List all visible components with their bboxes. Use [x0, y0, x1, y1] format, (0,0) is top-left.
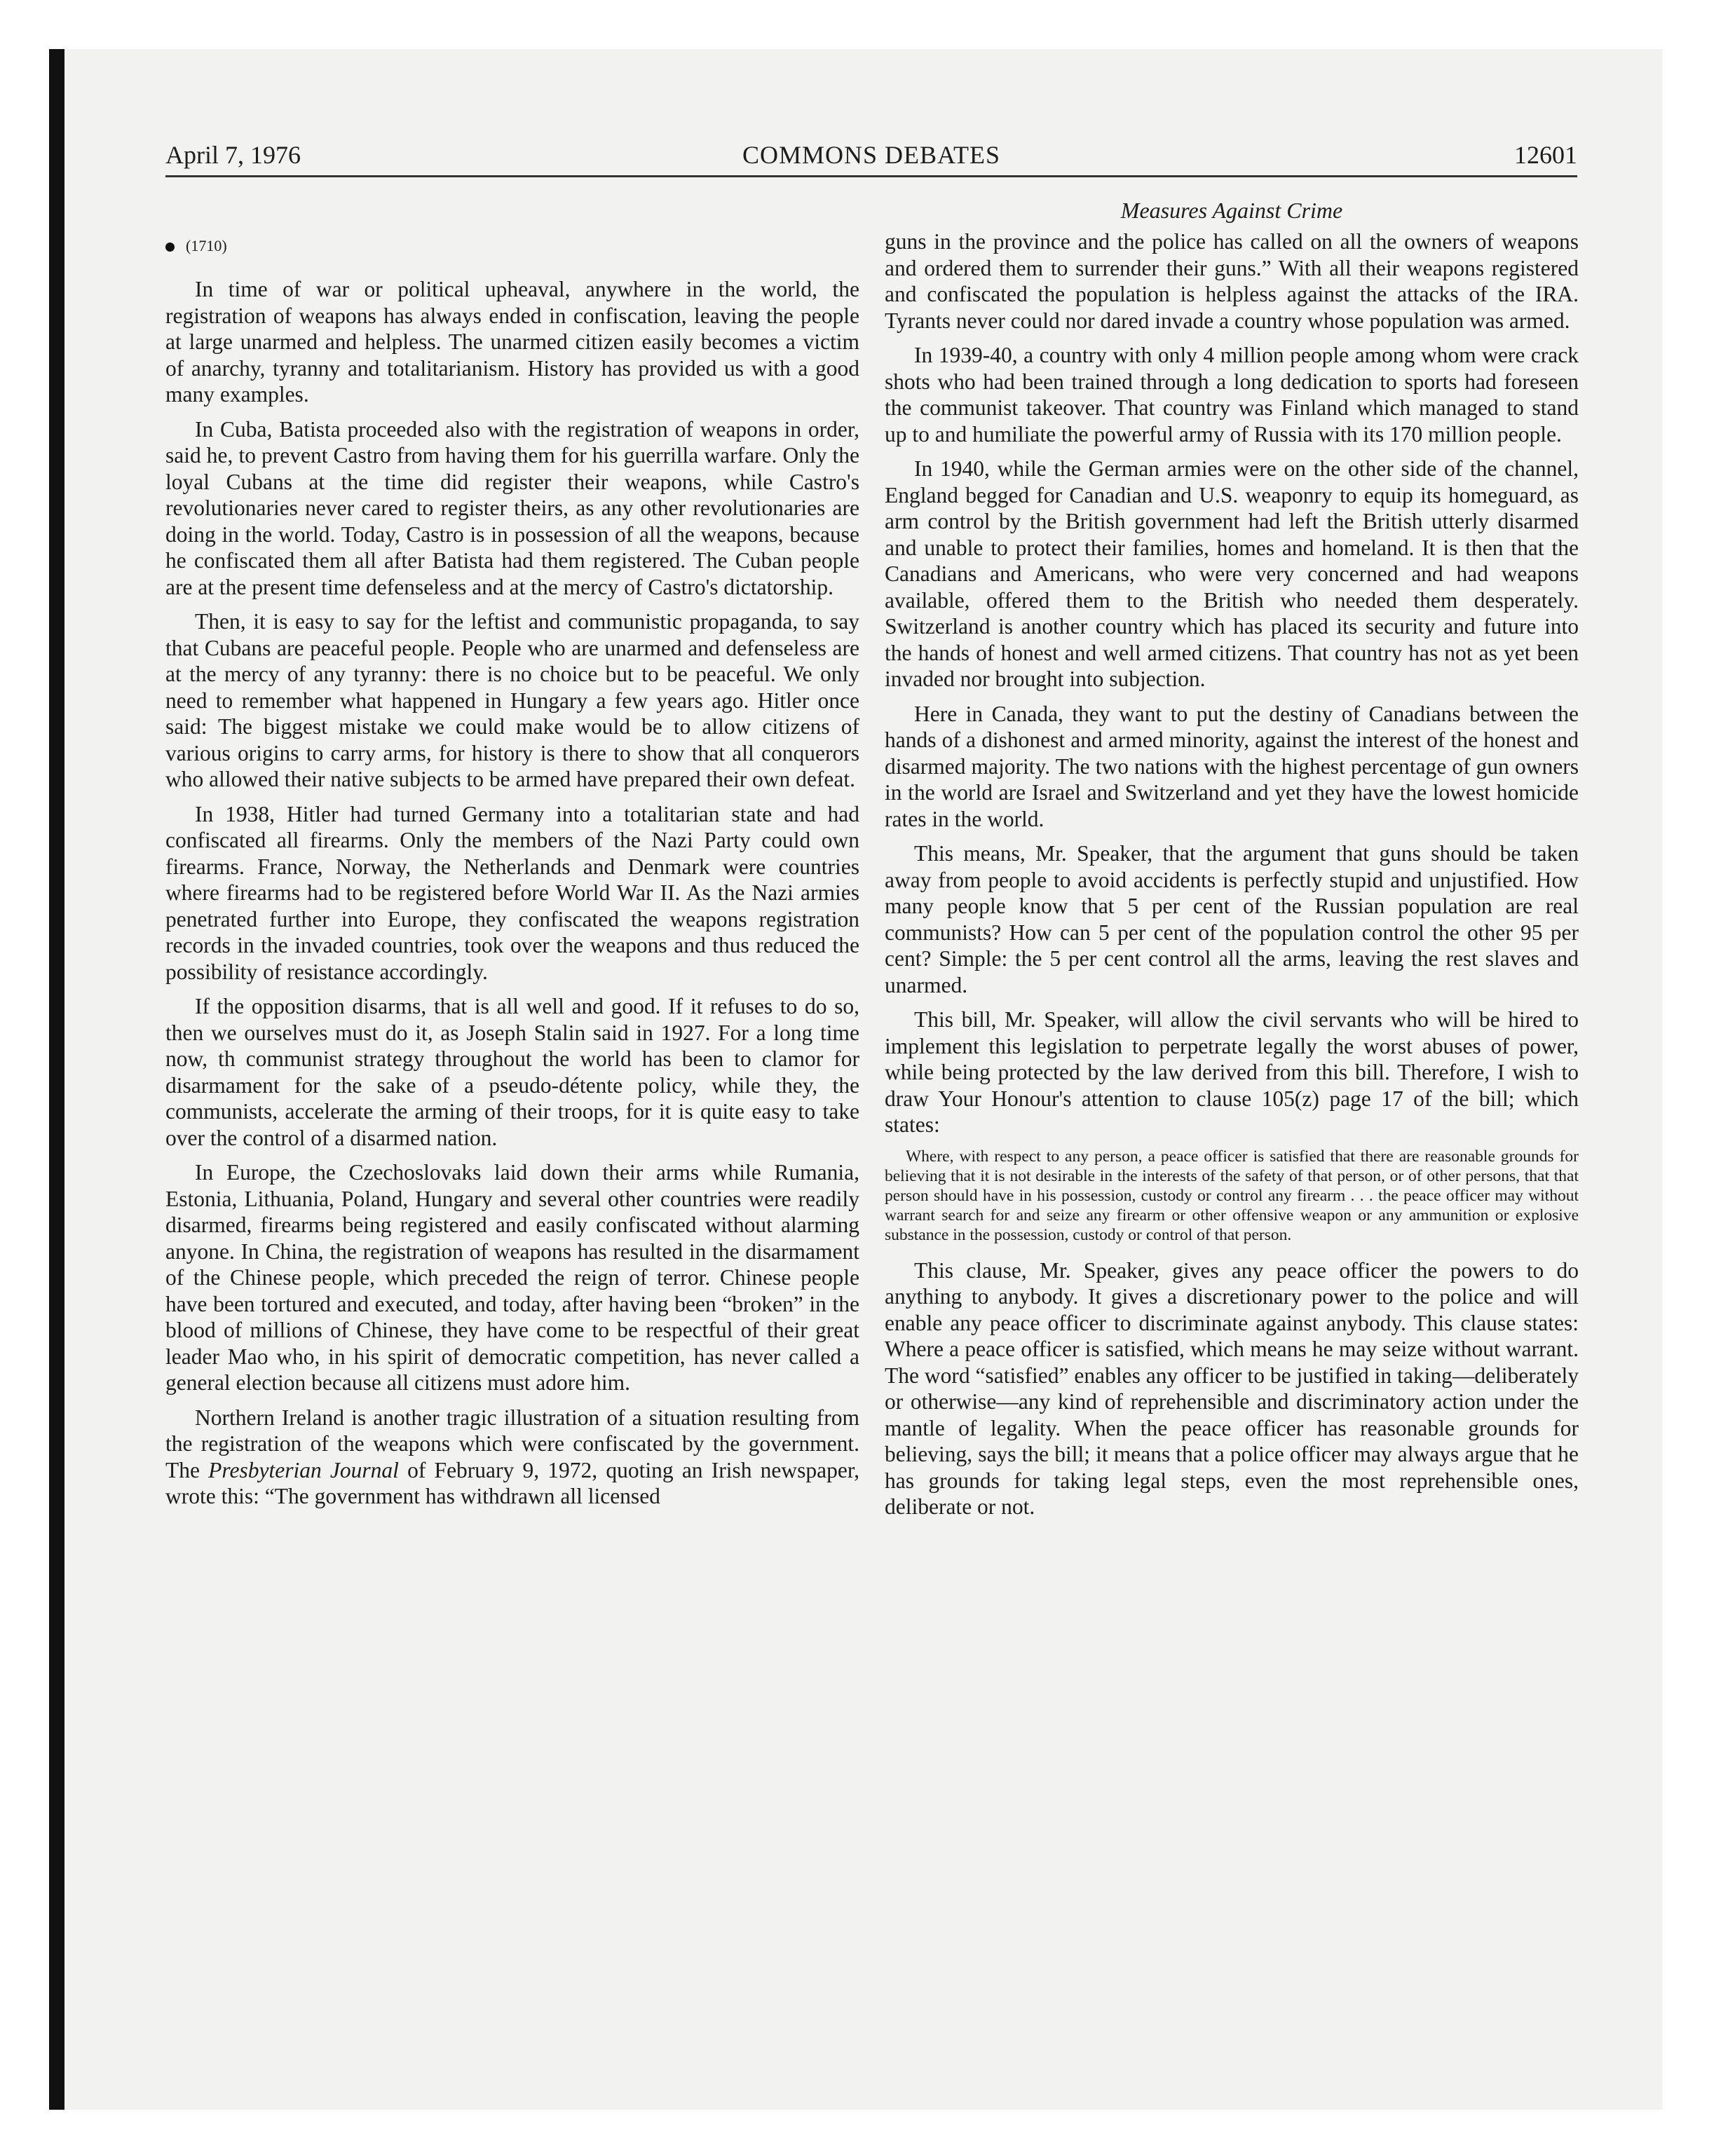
paragraph: In 1939-40, a country with only 4 million people among whom were crack shots who had been trained through a long dedication to sports had foreseen the communist takeover. That country was Finland which managed to stand up to and humiliate the powerful army of Russia with its 170 million people.	[885, 343, 1579, 446]
paragraph-northern-ireland	[165, 1405, 859, 1510]
paragraph: Here in Canada, they want to put the destiny of Canadians between the hands of a dishonest and armed minority, against the interest of the honest and disarmed majority. The two nations with the highest percentage of gun owners in the world are Israel and Switzerland and yet they have the lowest homicide rates in the world.	[885, 701, 1579, 831]
paragraph: In 1938, Hitler had turned Germany into a totalitarian state and had confiscated all firearms. Only the members of the Nazi Party could own firearms. France, Norway, the Netherlands and Denmark were countries where firearms had to be registered before World War II. As the Nazi armies penetrated further into Europe, they confiscated the weapons registration records in the invaded countries, took over the weapons and thus reduced the possibility of resistance accordingly.	[165, 801, 859, 984]
bill-quotation: Where, with respect to any person, a peace officer is satisfied that there are reasonable grounds for believing that it is not desirable in the interests of the safety of that person, or of other persons, that that person should have in his possession, custody or control any firearm . . . the peace officer may without warrant search for and seize any firearm or other offensive weapon or any ammunition or explosive substance in the possession, custody or control of that person.	[885, 1147, 1579, 1244]
paragraph: This bill, Mr. Speaker, will allow the civil servants who will be hired to implement this legislation to perpetrate legally the worst abuses of power, while being protected by the law derived from this bill. Therefore, I wish to draw Your Honour's attention to clause 105(z) page 17 of the bill; which states:	[885, 1007, 1579, 1137]
bullet-icon	[165, 243, 175, 252]
header-page-number: 12601	[1514, 141, 1577, 169]
time-marker-label: (1710)	[186, 237, 227, 254]
paragraph: Then, it is easy to say for the leftist and communistic propaganda, to say that Cubans are peaceful people. People who are unarmed and defenseless are at the mercy of any tyranny: there is no choice but to be peaceful. We only need to remember what happened in Hungary a few years ago. Hitler once said: The biggest mistake we could make would be to allow citizens of various origins to carry arms, for history is there to show that all conquerors who allowed their native subjects to be armed have prepared their own defeat.	[165, 609, 859, 791]
time-marker	[165, 231, 859, 261]
page-header	[165, 140, 1577, 177]
header-date: April 7, 1976	[165, 141, 301, 169]
left-column	[165, 196, 859, 1518]
paragraph: If the opposition disarms, that is all well and good. If it refuses to do so, then we ourselves must do it, as Joseph Stalin said in 1927. For a long time now, th communist strategy throughout the world has been to clamor for disarmament for the sake of a pseudo-détente policy, while they, the communists, accelerate the arming of their troops, for it is quite easy to take over the control of a disarmed nation.	[165, 994, 859, 1150]
right-column	[885, 196, 1579, 1529]
paragraph-text: of February 9, 1972, quoting an Irish newspaper, wrote this: “The government has withdrawn all licensed	[165, 1457, 859, 1508]
paragraph: In Cuba, Batista proceeded also with the registration of weapons in order, said he, to prevent Castro from having them for his guerrilla warfare. Only the loyal Cubans at the time did register their weapons, while Castro's revolutionaries never cared to register theirs, as any other revolutionaries are doing in the world. Today, Castro is in possession of all the weapons, because he confiscated them all after Batista had them registered. The Cuban people are at the present time defenseless and at the mercy of Castro's dictatorship.	[165, 416, 859, 599]
paragraph: This means, Mr. Speaker, that the argument that guns should be taken away from people to avoid accidents is perfectly stupid and unjustified. How many people know that 5 per cent of the Russian population are real communists? How can 5 per cent of the population control the other 95 per cent? Simple: the 5 per cent control all the arms, leaving the rest slaves and unarmed.	[885, 841, 1579, 997]
section-title: Measures Against Crime	[1120, 198, 1343, 223]
paragraph: This clause, Mr. Speaker, gives any peace officer the powers to do anything to anybody. It gives a discretionary power to the police and will enable any peace officer to discriminate against anybody. This clause states: Where a peace officer is satisfied, which means he may seize without warrant. The word “satisfied” enables any officer to be justified in taking—deliberately or otherwise—any kind of reprehensible and discriminatory action under the mantle of legality. When the peace officer has reasonable grounds for believing, says the bill; it means that a police officer may always argue that he has grounds for taking legal steps, even the most reprehensible ones, deliberate or not.	[885, 1257, 1579, 1519]
paragraph: In 1940, while the German armies were on the other side of the channel, England begged for Canadian and U.S. weaponry to equip its homeguard, as arm control by the British government had left the British utterly disarmed and unable to protect their families, homes and homeland. It is then that the Canadians and Americans, who were very concerned and had weapons available, offered them to the British who needed them desperately. Switzerland is another country which has placed its security and future into the hands of honest and well armed citizens. That country has not as yet been invaded nor brought into subjection.	[885, 456, 1579, 691]
paragraph-text: Northern Ireland is another tragic illustration of a situation resulting from the registration of the weapons which were confiscated by the government. The	[165, 1405, 859, 1482]
header-title: COMMONS DEBATES	[742, 141, 1001, 169]
paragraph: In Europe, the Czechoslovaks laid down their arms while Rumania, Estonia, Lithuania, Poland, Hungary and several other countries were readily disarmed, firearms being registered and easily confiscated without alarming anyone. In China, the registration of weapons has resulted in the disarmament of the Chinese people, which preceded the reign of terror. Chinese people have been tortured and executed, and today, after having been “broken” in the blood of millions of Chinese, they have come to be respectful of their great leader Mao who, in his spirit of democratic competition, has never called a general election because all citizens must adore him.	[165, 1160, 859, 1395]
paragraph: guns in the province and the police has called on all the owners of weapons and ordered them to surrender their guns.” With all their weapons registered and confiscated the population is helpless against the attacks of the IRA. Tyrants never could nor dared invade a country whose population was armed.	[885, 229, 1579, 333]
paragraph: In time of war or political upheaval, anywhere in the world, the registration of weapons has always ended in confiscation, leaving the people at large unarmed and helpless. The unarmed citizen easily becomes a victim of anarchy, tyranny and totalitarianism. History has provided us with a good many examples.	[165, 277, 859, 407]
scan-edge-bar	[49, 49, 64, 2110]
journal-title: Presbyterian Journal	[208, 1457, 399, 1482]
